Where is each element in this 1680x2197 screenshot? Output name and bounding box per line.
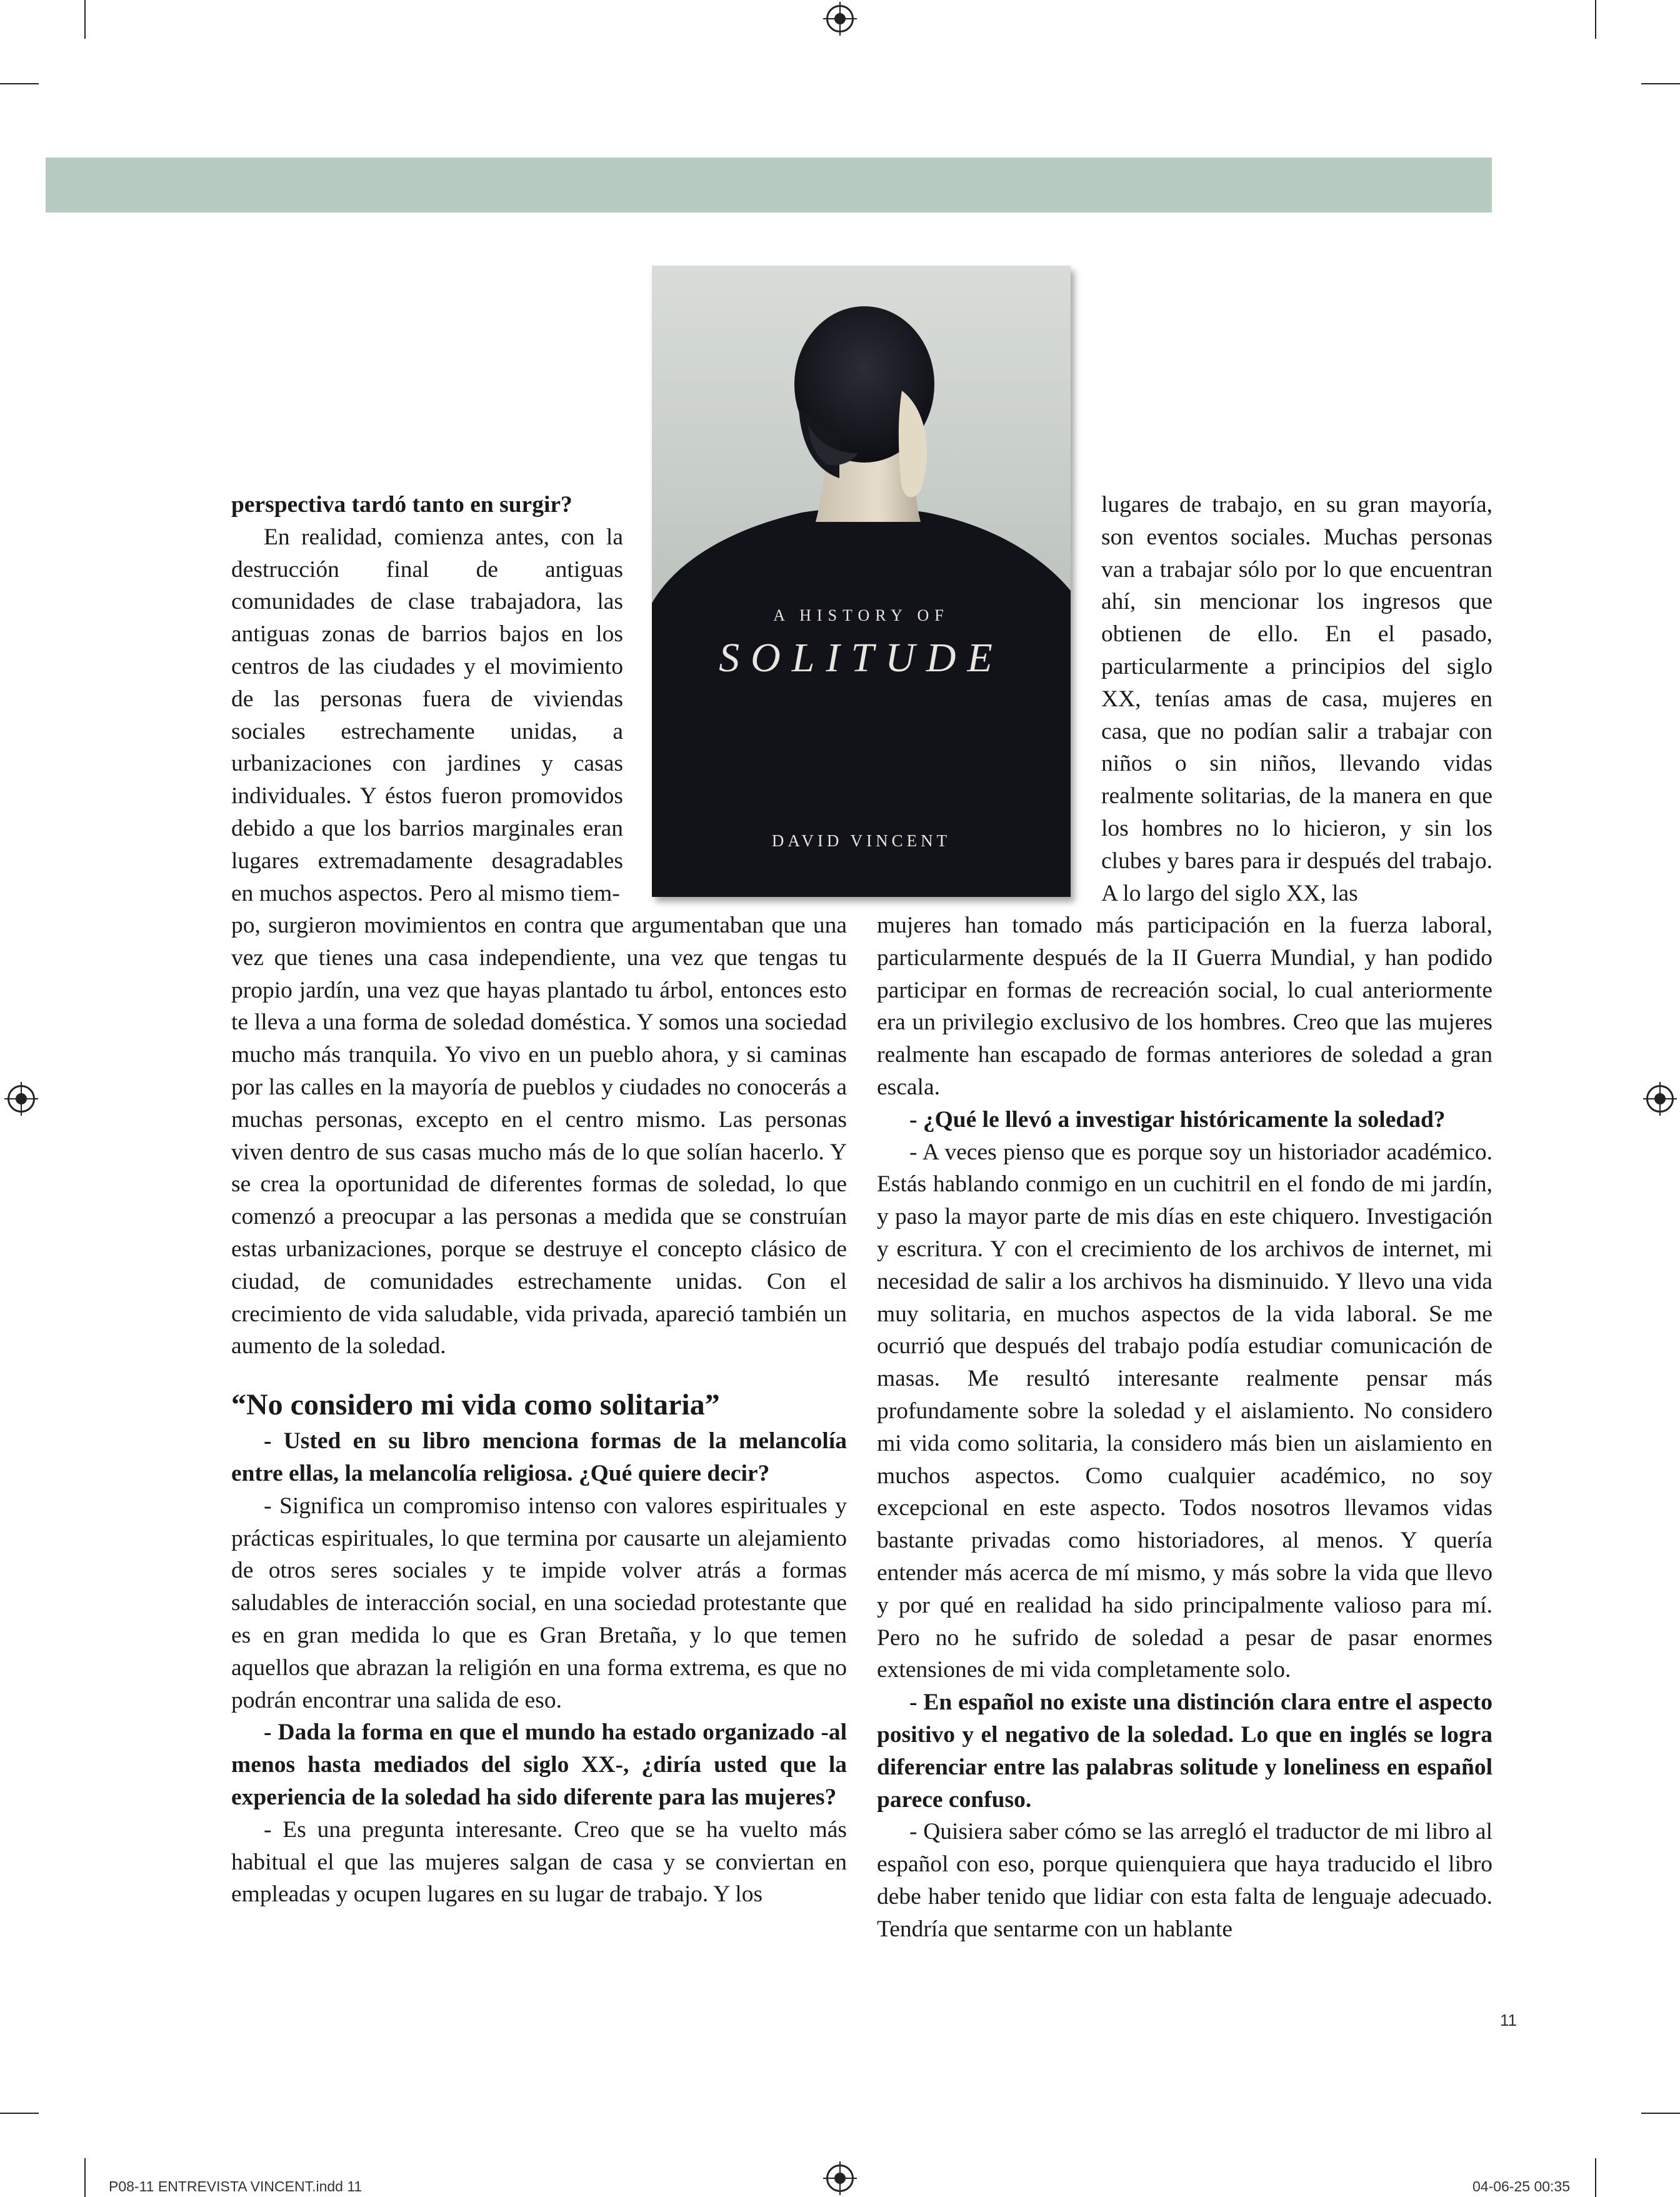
registration-mark-icon (826, 2164, 854, 2192)
answer-paragraph: - Quisiera saber cómo se las arregló el traductor de mi libro al español con eso, porque quienquiera que haya traducido el libro debe haber tenido que lidiar con esta falta de lenguaje adecuado. Tendría que sentarme con un hablante (877, 1819, 1492, 1942)
crop-mark (84, 2158, 86, 2197)
left-column-top (231, 489, 623, 909)
answer-paragraph: - A veces pienso que es porque soy un historiador académico. Estás hablando conmigo en un cuchitril en el fondo de mi jardín, y paso la mayor parte de mis días en este chiquero. Investigación y escritura. Y con el crecimiento de los archivos de internet, mi necesidad de salir a los archivos ha disminuido. Y llevo una vida muy solitaria, en muchos aspectos de la vida laboral. Se me ocurrió que después del trabajo podía estudiar comunicación de masas. Me resultó interesante realmente pensar más profundamente sobre la soledad y el aislamiento. No considero mi vida como solitaria, la considero más bien un aislamiento en muchos aspectos. Como cualquier académico, no soy excepcional en este aspecto. Todos nosotros llevamos vidas bastante privadas como historiadores, al menos. Y quería entender más acerca de mí mismo, y más sobre la vida que llevo y por qué en realidad ha sido principalmente valioso para mí. Pero no he sufrido de soledad a pesar de pasar enormes extensiones de mi vida completamente solo. (877, 1139, 1492, 1683)
crop-mark (1641, 83, 1680, 84)
crop-mark (1595, 2158, 1596, 2197)
cover-author: DAVID VINCENT (771, 831, 951, 850)
page-number: 11 (1500, 2011, 1517, 2029)
registration-mark-icon (826, 5, 854, 33)
crop-mark (1595, 0, 1596, 39)
registration-mark-icon (8, 1085, 35, 1113)
cover-subtitle: A HISTORY OF (773, 606, 949, 624)
print-slug-file: P08-11 ENTREVISTA VINCENT.indd 11 (109, 2178, 362, 2194)
answer-paragraph: - Es una pregunta interesante. Creo que se ha vuelto más habitual el que las mujeres salgan de casa y se conviertan en empleadas y ocupen lugares en su lugar de trabajo. Y los (231, 1816, 847, 1908)
header-band (46, 158, 1492, 213)
answer-paragraph: mujeres han tomado más participación en la fuerza laboral, particularmente después de la II Guerra Mundial, y han podido participar en formas de recreación social, lo cual anteriormente era un privilegio exclusivo de los hombres. Creo que las mujeres realmente han escapado de formas anteriores de soledad a gran escala. (877, 913, 1492, 1100)
book-cover-image (652, 266, 1071, 897)
right-column-bottom (877, 909, 1492, 1946)
registration-mark-icon (1646, 1085, 1674, 1113)
answer-paragraph: lugares de trabajo, en su gran mayoría, son eventos sociales. Muchas personas van a trabajar sólo por lo que encuentran ahí, sin mencionar los ingresos que obtienen de ello. En el pasado, particularmente a principios del siglo XX, tenías amas de casa, mujeres en casa, que no podían salir a trabajar con niños o sin niños, llevando vidas realmente solitarias, de la manera en que los hombres no lo hicieron, y sin los clubes y bares para ir después del trabajo. A lo largo del siglo XX, las (1101, 492, 1492, 906)
question-paragraph: - En español no existe una distinción clara entre el aspecto positivo y el negativo de la soledad. Lo que en inglés se logra diferenciar entre las palabras solitude y loneliness en español parece confuso. (877, 1689, 1492, 1813)
crop-mark (1641, 2113, 1680, 2114)
crop-mark (0, 2113, 39, 2114)
right-column-top (1101, 489, 1492, 909)
question-paragraph: - Usted en su libro menciona formas de la melancolía entre ellas, la melancolía religiosa. ¿Qué quiere decir? (231, 1428, 847, 1486)
cover-illustration (652, 266, 1071, 897)
section-subheading: “No considero mi vida como solitaria” (231, 1388, 720, 1422)
answer-paragraph: En realidad, comienza antes, con la destrucción final de antiguas comunidades de clase trabajadora, las antiguas zonas de barrios bajos en los centros de las ciudades y el movimiento de las personas fuera de viviendas sociales estrechamente unidas, a urbanizaciones con jardines y casas individuales. Y éstos fueron promovidos debido a que los barrios marginales eran lugares extremadamente desagradables en muchos aspectos. Pero al mismo tiem- (231, 524, 623, 906)
print-slug-date: 04-06-25 00:35 (1472, 2178, 1571, 2194)
crop-mark (0, 83, 39, 84)
answer-paragraph: po, surgieron movimientos en contra que argumentaban que una vez que tienes una casa independiente, una vez que tengas tu propio jardín, una vez que hayas plantado tu árbol, entonces esto te lleva a una forma de soledad doméstica. Y somos una sociedad mucho más tranquila. Yo vivo en un pueblo ahora, y si caminas por las calles en la mayoría de pueblos y ciudades no conocerás a muchas personas, excepto en el centro mismo. Las personas viven dentro de sus casas mucho más de lo que solían hacerlo. Y se crea la oportunidad de diferentes formas de soledad, lo que comenzó a preocupar a las personas a medida que se construían estas urbanizaciones, porque se destruye el concepto clásico de ciudad, de comunidades estrechamente unidas. Con el crecimiento de vida saludable, vida privada, apareció también un aumento de la soledad. (231, 913, 847, 1359)
cover-title: SOLITUDE (719, 635, 1004, 681)
question-paragraph: - ¿Qué le llevó a investigar históricamente la soledad? (909, 1106, 1446, 1133)
question-paragraph: - Dada la forma en que el mundo ha estado organizado -al menos hasta mediados del siglo XX-, ¿diría usted que la experiencia de la soledad ha sido diferente para las mujeres? (231, 1719, 847, 1810)
left-column-bottom (231, 909, 847, 1911)
answer-paragraph: - Significa un compromiso intenso con valores espirituales y prácticas espirituales, lo que termina por causarte un alejamiento de otros seres sociales y te impide volver atrás a formas saludables de interacción social, en una sociedad protestante que es en gran medida lo que es Gran Bretaña, y lo que temen aquellos que abrazan la religión en una forma extrema, es que no podrán encontrar una salida de eso. (231, 1493, 847, 1713)
question-tail: perspectiva tardó tanto en surgir? (231, 492, 572, 518)
crop-mark (84, 0, 86, 39)
